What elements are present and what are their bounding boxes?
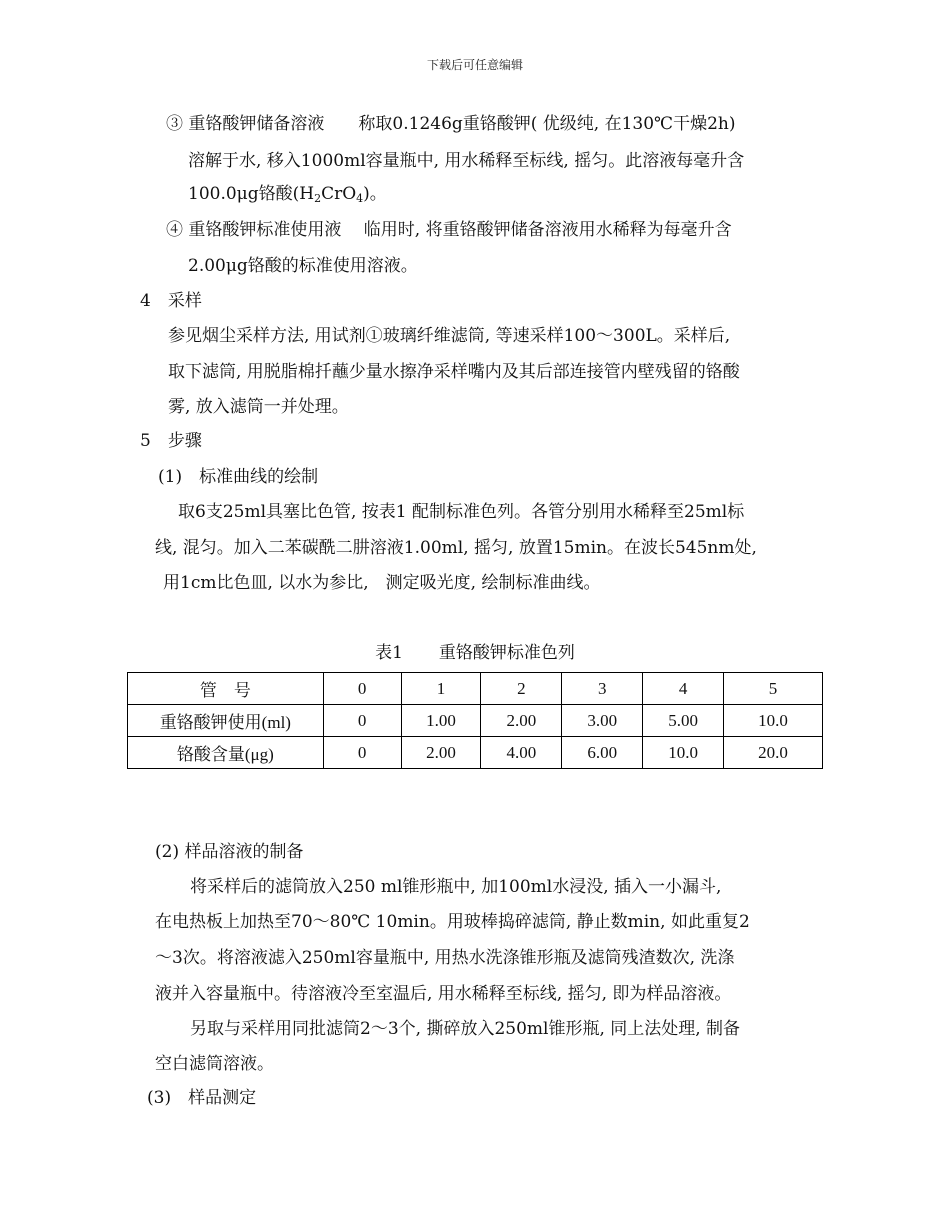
table-cell: 管 号 — [128, 673, 324, 705]
table-cell: 2.00 — [481, 705, 562, 737]
table-cell: 0 — [323, 737, 401, 769]
table-cell: 0 — [323, 705, 401, 737]
formula-text: )。 — [363, 184, 387, 204]
table-cell: 3 — [562, 673, 643, 705]
paragraph-line — [188, 183, 387, 210]
table-cell: 1 — [401, 673, 481, 705]
paragraph-line: 参见烟尘采样方法, 用试剂①玻璃纤维滤筒, 等速采样100～300L。采样后, — [168, 326, 731, 346]
paragraph-line: 取下滤筒, 用脱脂棉扦蘸少量水擦净采样嘴内及其后部连接管内壁残留的铬酸 — [168, 362, 740, 382]
standard-series-table — [127, 672, 823, 769]
paragraph-line: 2.00μg铬酸的标准使用溶液。 — [188, 256, 418, 276]
table-cell: 5.00 — [643, 705, 724, 737]
table-title: 重铬酸钾标准色列 — [438, 643, 575, 663]
paragraph-line: 在电热板上加热至70～80℃ 10min。用玻棒捣碎滤筒, 静止数min, 如此重复2 — [155, 912, 750, 932]
table-cell: 10.0 — [643, 737, 724, 769]
table-cell: 4 — [643, 673, 724, 705]
table-cell: 3.00 — [562, 705, 643, 737]
table-number: 表1 — [375, 643, 403, 663]
table-cell: 0 — [323, 673, 401, 705]
subsection-heading: (2) 样品溶液的制备 — [155, 842, 304, 862]
table-cell: 2.00 — [401, 737, 481, 769]
paragraph-line: 溶解于水, 移入1000ml容量瓶中, 用水稀释至标线, 摇匀。此溶液每毫升含 — [188, 151, 745, 171]
table-cell: 1.00 — [401, 705, 481, 737]
paragraph-line: ～3次。将溶液滤入250ml容量瓶中, 用热水洗涤锥形瓶及滤筒残渣数次, 洗涤 — [155, 948, 735, 968]
paragraph-line: 将采样后的滤筒放入250 ml锥形瓶中, 加100ml水浸没, 插入一小漏斗, — [190, 877, 722, 897]
formula-subscript: 4 — [356, 192, 364, 205]
paragraph-line: ③ 重铬酸钾储备溶液 称取0.1246g重铬酸钾( 优级纯, 在130℃干燥2h) — [166, 114, 736, 134]
page-header: 下载后可任意编辑 — [426, 58, 523, 72]
table-cell: 铬酸含量(μg) — [128, 737, 324, 769]
paragraph-line: 用1cm比色皿, 以水为参比, 测定吸光度, 绘制标准曲线。 — [163, 573, 601, 593]
paragraph-line: 液并入容量瓶中。待溶液冷至室温后, 用水稀释至标线, 摇匀, 即为样品溶液。 — [155, 984, 732, 1004]
table-cell: 重铬酸钾使用(ml) — [128, 705, 324, 737]
table-cell: 5 — [724, 673, 823, 705]
table-row — [128, 737, 823, 769]
paragraph-line: 空白滤筒溶液。 — [155, 1054, 274, 1074]
paragraph-line: ④ 重铬酸钾标准使用液 临用时, 将重铬酸钾储备溶液用水稀释为每毫升含 — [166, 220, 732, 240]
table-cell: 4.00 — [481, 737, 562, 769]
table-caption — [0, 638, 950, 663]
table-row — [128, 705, 823, 737]
table-row — [128, 673, 823, 705]
paragraph-line: 雾, 放入滤筒一并处理。 — [168, 397, 349, 417]
table-cell: 10.0 — [724, 705, 823, 737]
section-heading: 4 采样 — [140, 291, 202, 311]
section-heading: 5 步骤 — [140, 431, 202, 451]
table-cell: 20.0 — [724, 737, 823, 769]
paragraph-line: 取6支25ml具塞比色管, 按表1 配制标准色列。各管分别用水稀释至25ml标 — [178, 502, 745, 522]
table-cell: 2 — [481, 673, 562, 705]
formula-subscript: 2 — [314, 192, 322, 205]
formula-text: 100.0μg铬酸(H — [188, 184, 315, 204]
table-cell: 6.00 — [562, 737, 643, 769]
formula-text: CrO — [321, 184, 357, 204]
subsection-heading: (1) 标准曲线的绘制 — [158, 467, 319, 487]
paragraph-line: 另取与采样用同批滤筒2～3个, 撕碎放入250ml锥形瓶, 同上法处理, 制备 — [190, 1019, 741, 1039]
subsection-heading: (3) 样品测定 — [147, 1088, 257, 1108]
paragraph-line: 线, 混匀。加入二苯碳酰二肼溶液1.00ml, 摇匀, 放置15min。在波长545nm处, — [155, 538, 757, 558]
